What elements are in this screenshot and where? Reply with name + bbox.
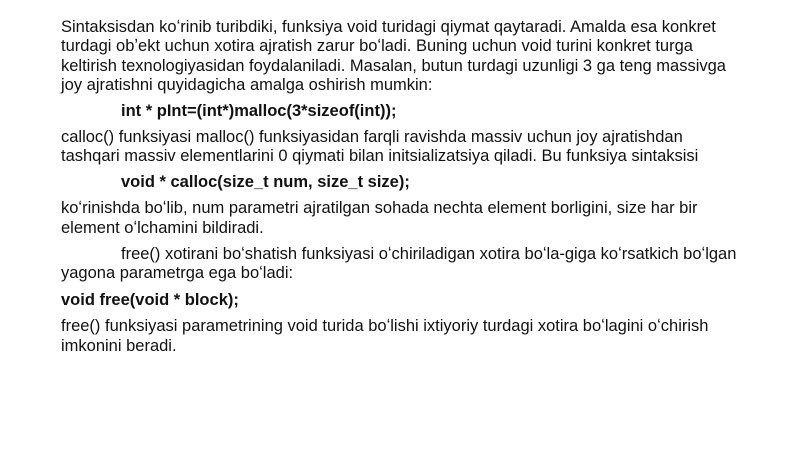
slide-body [61,18,741,356]
paragraph-malloc-intro: Sintaksisdan koʻrinib turibdiki, funksiya void turidagi qiymat qaytaradi. Amalda esa konkret turdagi obʼekt uchun xotira ajratish zarur boʻladi. Buning uchun void turini konkret turga keltirish texnologiyasidan foydalaniladi. Masalan, butun turdagi uzunligi 3 ga teng massivga joy ajratishni quyidagicha amalga oshirish mumkin: [61,18,726,95]
code-free-syntax: void free(void * block); [61,290,239,309]
paragraph-free-description: free() xotirani boʻshatish funksiyasi oʻchiriladigan xotira boʻla-giga koʻrsatkich boʻlgan yagona parametrga ega boʻladi: [61,245,737,283]
paragraph-calloc-description: calloc() funksiyasi malloc() funksiyasidan farqli ravishda massiv uchun joy ajratishdan tashqari massiv elementlarini 0 qiymati bilan initsializatsiya qiladi. Bu funksiya sintaksisi [61,128,699,166]
code-malloc-example: int * pInt=(int*)malloc(3*sizeof(int)); [121,101,397,120]
paragraph-free-note: free() funksiyasi parametrining void turida boʻlishi ixtiyoriy turdagi xotira boʻlagini oʻchirish imkonini beradi. [61,317,709,355]
paragraph-calloc-params: koʻrinishda boʻlib, num parametri ajratilgan sohada nechta element borligini, size har bir element oʻlchamini bildiradi. [61,199,698,237]
code-calloc-syntax: void * calloc(size_t num, size_t size); [121,172,410,191]
